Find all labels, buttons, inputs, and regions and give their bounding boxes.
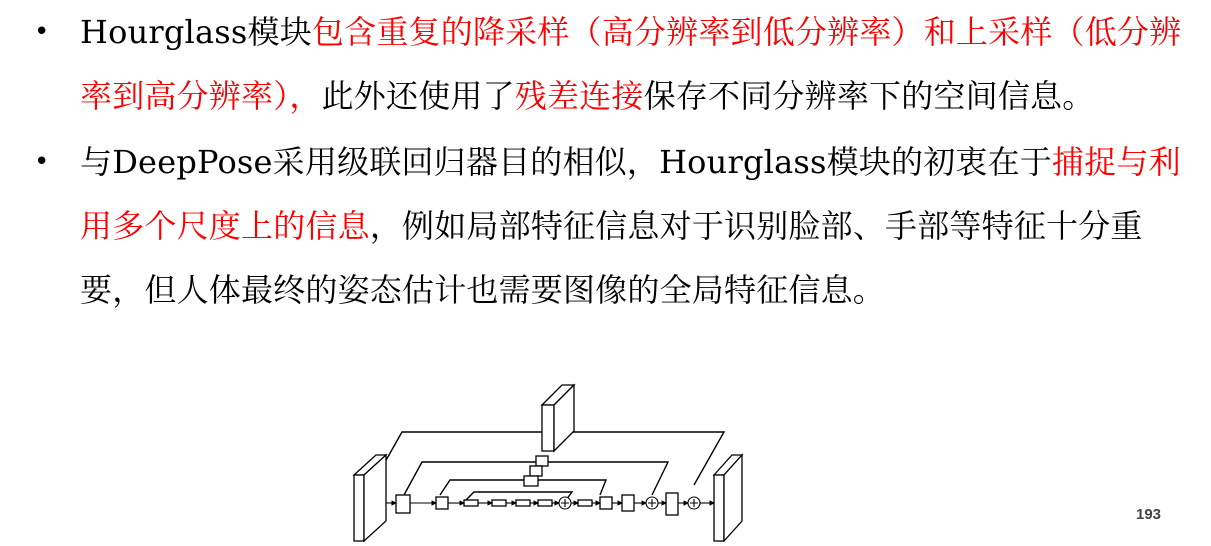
bullet-marker: • [34,17,50,47]
block-down-5 [516,500,530,506]
text-segment: 保存不同分辨率下的空间信息。 [643,77,1095,115]
block-center-stack-3 [524,476,538,486]
text-segment: 与DeepPose采用级联回归器目的相似，Hourglass模块的初衷在于 [80,143,1052,181]
text-segment: ，例如局部特征信息对于识别脸部、手部等特征十分重要，但人体最终的姿态估计也需要图像的全局特征信息。 [80,207,1143,309]
highlighted-text-segment: 包含重复的降采样（高分辨率到低分辨率）和上采样（低分辨率到高分辨率）， [80,13,1182,115]
text-segment: Hourglass模块 [80,13,312,51]
highlighted-text-segment: 残差连接 [514,77,644,115]
block-down-1 [396,495,410,513]
skip-connection-3 [440,480,606,495]
block-left-front [354,475,364,541]
bullet-item-hourglass-structure [34,0,1194,128]
block-down-2 [436,497,448,509]
skip-connection-4 [466,492,572,500]
bullet-marker: • [34,147,50,177]
bullet-item-multiscale-purpose [34,130,1194,322]
block-up-1 [578,500,592,506]
block-center-stack-1 [536,456,548,466]
block-center-stack-2 [530,466,542,476]
highlighted-text-segment: 捕捉与利用多个尺度上的信息 [80,143,1181,245]
block-down-4 [492,500,506,506]
block-up-2 [600,497,612,509]
block-up-3 [622,495,634,511]
block-center-front [542,405,554,451]
block-down-6 [538,500,552,506]
block-down-3 [464,500,478,506]
hourglass-network-diagram [352,380,744,542]
text-segment: 此外还使用了 [321,77,515,115]
block-up-4 [666,493,678,515]
bullet-list [34,0,1194,324]
page-number: 193 [1136,506,1162,523]
feature-blocks [354,385,742,541]
block-right-front [714,475,724,541]
